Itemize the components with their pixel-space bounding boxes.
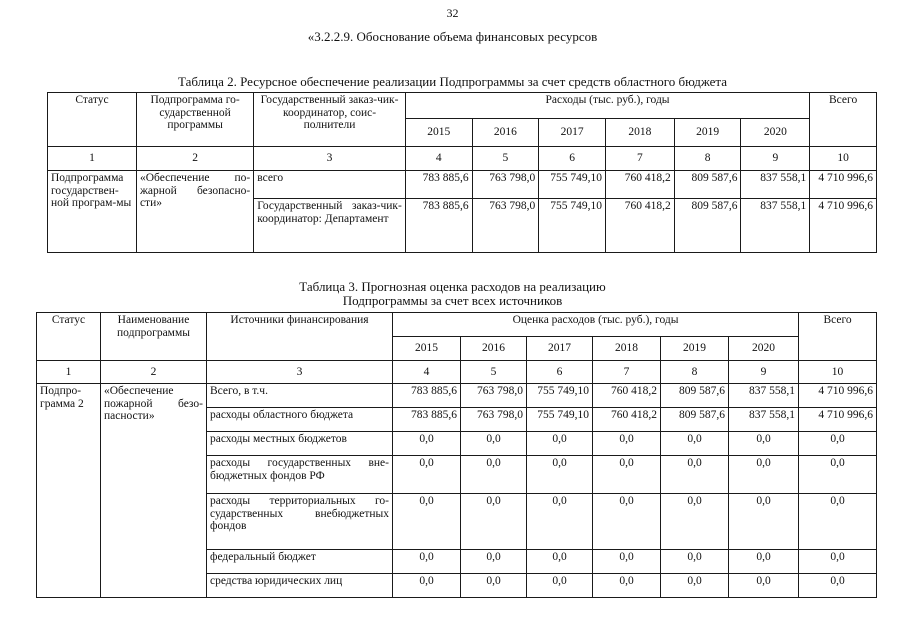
value-cell: 0,0 xyxy=(729,456,799,494)
value-cell: 0,0 xyxy=(393,494,461,550)
value-cell: 0,0 xyxy=(729,432,799,456)
value-cell: 0,0 xyxy=(393,574,461,598)
subprogram-cell: «Обеспечение по-жарной безопасно-сти» xyxy=(136,171,253,253)
column-number: 3 xyxy=(207,361,393,384)
value-cell: 763 798,0 xyxy=(472,171,539,199)
table3-caption-line2: Подпрограммы за счет всех источников xyxy=(342,293,563,308)
value-cell: 0,0 xyxy=(527,456,593,494)
value-cell: 763 798,0 xyxy=(461,384,527,408)
value-cell: 755 749,10 xyxy=(527,384,593,408)
total-cell: 4 710 996,6 xyxy=(810,199,877,253)
value-cell: 0,0 xyxy=(393,432,461,456)
header-year: 2016 xyxy=(461,337,527,361)
header-year: 2018 xyxy=(593,337,661,361)
column-number: 10 xyxy=(799,361,877,384)
source-cell: расходы государственных вне-бюджетных фондов РФ xyxy=(207,456,393,494)
value-cell: 755 749,10 xyxy=(539,171,606,199)
column-number: 9 xyxy=(729,361,799,384)
value-cell: 0,0 xyxy=(593,550,661,574)
value-cell: 0,0 xyxy=(461,494,527,550)
value-cell: 0,0 xyxy=(461,550,527,574)
header-sources: Источники финансирования xyxy=(207,313,393,361)
header-status: Статус xyxy=(37,313,101,361)
header-expenses: Расходы (тыс. руб.), годы xyxy=(405,93,809,119)
source-cell: Всего, в т.ч. xyxy=(207,384,393,408)
value-cell: 0,0 xyxy=(593,432,661,456)
column-number: 9 xyxy=(741,147,810,171)
value-cell: 0,0 xyxy=(729,574,799,598)
value-cell: 837 558,1 xyxy=(741,171,810,199)
value-cell: 783 885,6 xyxy=(393,408,461,432)
source-cell: расходы территориальных го-сударственных внебюджетных фондов xyxy=(207,494,393,550)
header-status: Статус xyxy=(48,93,137,147)
header-subprogram: Подпрограмма го-сударственной программы xyxy=(136,93,253,147)
status-cell: Подпрограмма государствен-ной програм-мы xyxy=(48,171,137,253)
value-cell: 760 418,2 xyxy=(593,384,661,408)
total-cell: 0,0 xyxy=(799,456,877,494)
header-year: 2016 xyxy=(472,119,539,147)
total-cell: 0,0 xyxy=(799,432,877,456)
column-number: 6 xyxy=(527,361,593,384)
value-cell: 0,0 xyxy=(461,456,527,494)
header-year: 2018 xyxy=(606,119,675,147)
value-cell: 760 418,2 xyxy=(593,408,661,432)
header-estimate: Оценка расходов (тыс. руб.), годы xyxy=(393,313,799,337)
column-number: 1 xyxy=(48,147,137,171)
value-cell: 760 418,2 xyxy=(606,199,675,253)
header-year: 2019 xyxy=(661,337,729,361)
value-cell: 755 749,10 xyxy=(539,199,606,253)
status-cell: Подпро-грамма 2 xyxy=(37,384,101,598)
value-cell: 0,0 xyxy=(393,456,461,494)
table2-caption: Таблица 2. Ресурсное обеспечение реализации Подпрограммы за счет средств областного бюджета xyxy=(177,74,728,89)
header-year: 2015 xyxy=(405,119,472,147)
header-total: Всего xyxy=(799,313,877,361)
value-cell: 0,0 xyxy=(593,574,661,598)
total-cell: 0,0 xyxy=(799,574,877,598)
value-cell: 0,0 xyxy=(527,494,593,550)
table3-caption-line1: Таблица 3. Прогнозная оценка расходов на реализацию xyxy=(299,279,606,294)
source-cell: расходы областного бюджета xyxy=(207,408,393,432)
table-row xyxy=(37,384,877,408)
total-cell: 4 710 996,6 xyxy=(799,408,877,432)
column-number: 2 xyxy=(136,147,253,171)
column-number: 1 xyxy=(37,361,101,384)
column-number: 5 xyxy=(472,147,539,171)
value-cell: 0,0 xyxy=(527,574,593,598)
total-cell: 0,0 xyxy=(799,550,877,574)
value-cell: 760 418,2 xyxy=(606,171,675,199)
column-number: 4 xyxy=(393,361,461,384)
value-cell: 0,0 xyxy=(461,574,527,598)
column-number: 4 xyxy=(405,147,472,171)
value-cell: 0,0 xyxy=(393,550,461,574)
value-cell: 0,0 xyxy=(661,574,729,598)
column-number: 2 xyxy=(101,361,207,384)
value-cell: 783 885,6 xyxy=(405,199,472,253)
value-cell: 0,0 xyxy=(527,550,593,574)
table3-caption xyxy=(0,280,905,308)
value-cell: 0,0 xyxy=(593,456,661,494)
customer-cell: Государственный заказ-чик-координатор: Департамент xyxy=(254,199,406,253)
value-cell: 809 587,6 xyxy=(661,384,729,408)
value-cell: 755 749,10 xyxy=(527,408,593,432)
header-name: Наименование подпрограммы xyxy=(101,313,207,361)
total-cell: 4 710 996,6 xyxy=(810,171,877,199)
value-cell: 783 885,6 xyxy=(405,171,472,199)
column-number: 8 xyxy=(674,147,741,171)
value-cell: 0,0 xyxy=(461,432,527,456)
header-year: 2015 xyxy=(393,337,461,361)
subprogram-name-cell: «Обеспечение пожарной безо-пасности» xyxy=(101,384,207,598)
column-number: 7 xyxy=(606,147,675,171)
header-year: 2019 xyxy=(674,119,741,147)
forecast-table xyxy=(36,312,877,598)
value-cell: 809 587,6 xyxy=(674,171,741,199)
column-number: 8 xyxy=(661,361,729,384)
value-cell: 0,0 xyxy=(593,494,661,550)
value-cell: 0,0 xyxy=(527,432,593,456)
source-cell: средства юридических лиц xyxy=(207,574,393,598)
value-cell: 0,0 xyxy=(729,550,799,574)
value-cell: 0,0 xyxy=(661,456,729,494)
value-cell: 837 558,1 xyxy=(729,408,799,432)
customer-cell: всего xyxy=(254,171,406,199)
value-cell: 763 798,0 xyxy=(472,199,539,253)
header-customer: Государственный заказ-чик-координатор, соис-полнители xyxy=(254,93,406,147)
value-cell: 763 798,0 xyxy=(461,408,527,432)
resource-table xyxy=(47,92,877,253)
value-cell: 0,0 xyxy=(661,550,729,574)
value-cell: 783 885,6 xyxy=(393,384,461,408)
total-cell: 0,0 xyxy=(799,494,877,550)
value-cell: 837 558,1 xyxy=(729,384,799,408)
header-year: 2020 xyxy=(741,119,810,147)
header-total: Всего xyxy=(810,93,877,147)
column-number: 5 xyxy=(461,361,527,384)
value-cell: 837 558,1 xyxy=(741,199,810,253)
source-cell: расходы местных бюджетов xyxy=(207,432,393,456)
table-row xyxy=(48,171,877,199)
value-cell: 809 587,6 xyxy=(674,199,741,253)
value-cell: 0,0 xyxy=(729,494,799,550)
section-heading: «3.2.2.9. Обоснование объема финансовых ресурсов xyxy=(307,29,598,44)
column-number: 3 xyxy=(254,147,406,171)
source-cell: федеральный бюджет xyxy=(207,550,393,574)
value-cell: 809 587,6 xyxy=(661,408,729,432)
column-number: 7 xyxy=(593,361,661,384)
column-number: 10 xyxy=(810,147,877,171)
page-number: 32 xyxy=(446,6,459,20)
total-cell: 4 710 996,6 xyxy=(799,384,877,408)
header-year: 2017 xyxy=(539,119,606,147)
value-cell: 0,0 xyxy=(661,432,729,456)
header-year: 2017 xyxy=(527,337,593,361)
value-cell: 0,0 xyxy=(661,494,729,550)
column-number: 6 xyxy=(539,147,606,171)
header-year: 2020 xyxy=(729,337,799,361)
